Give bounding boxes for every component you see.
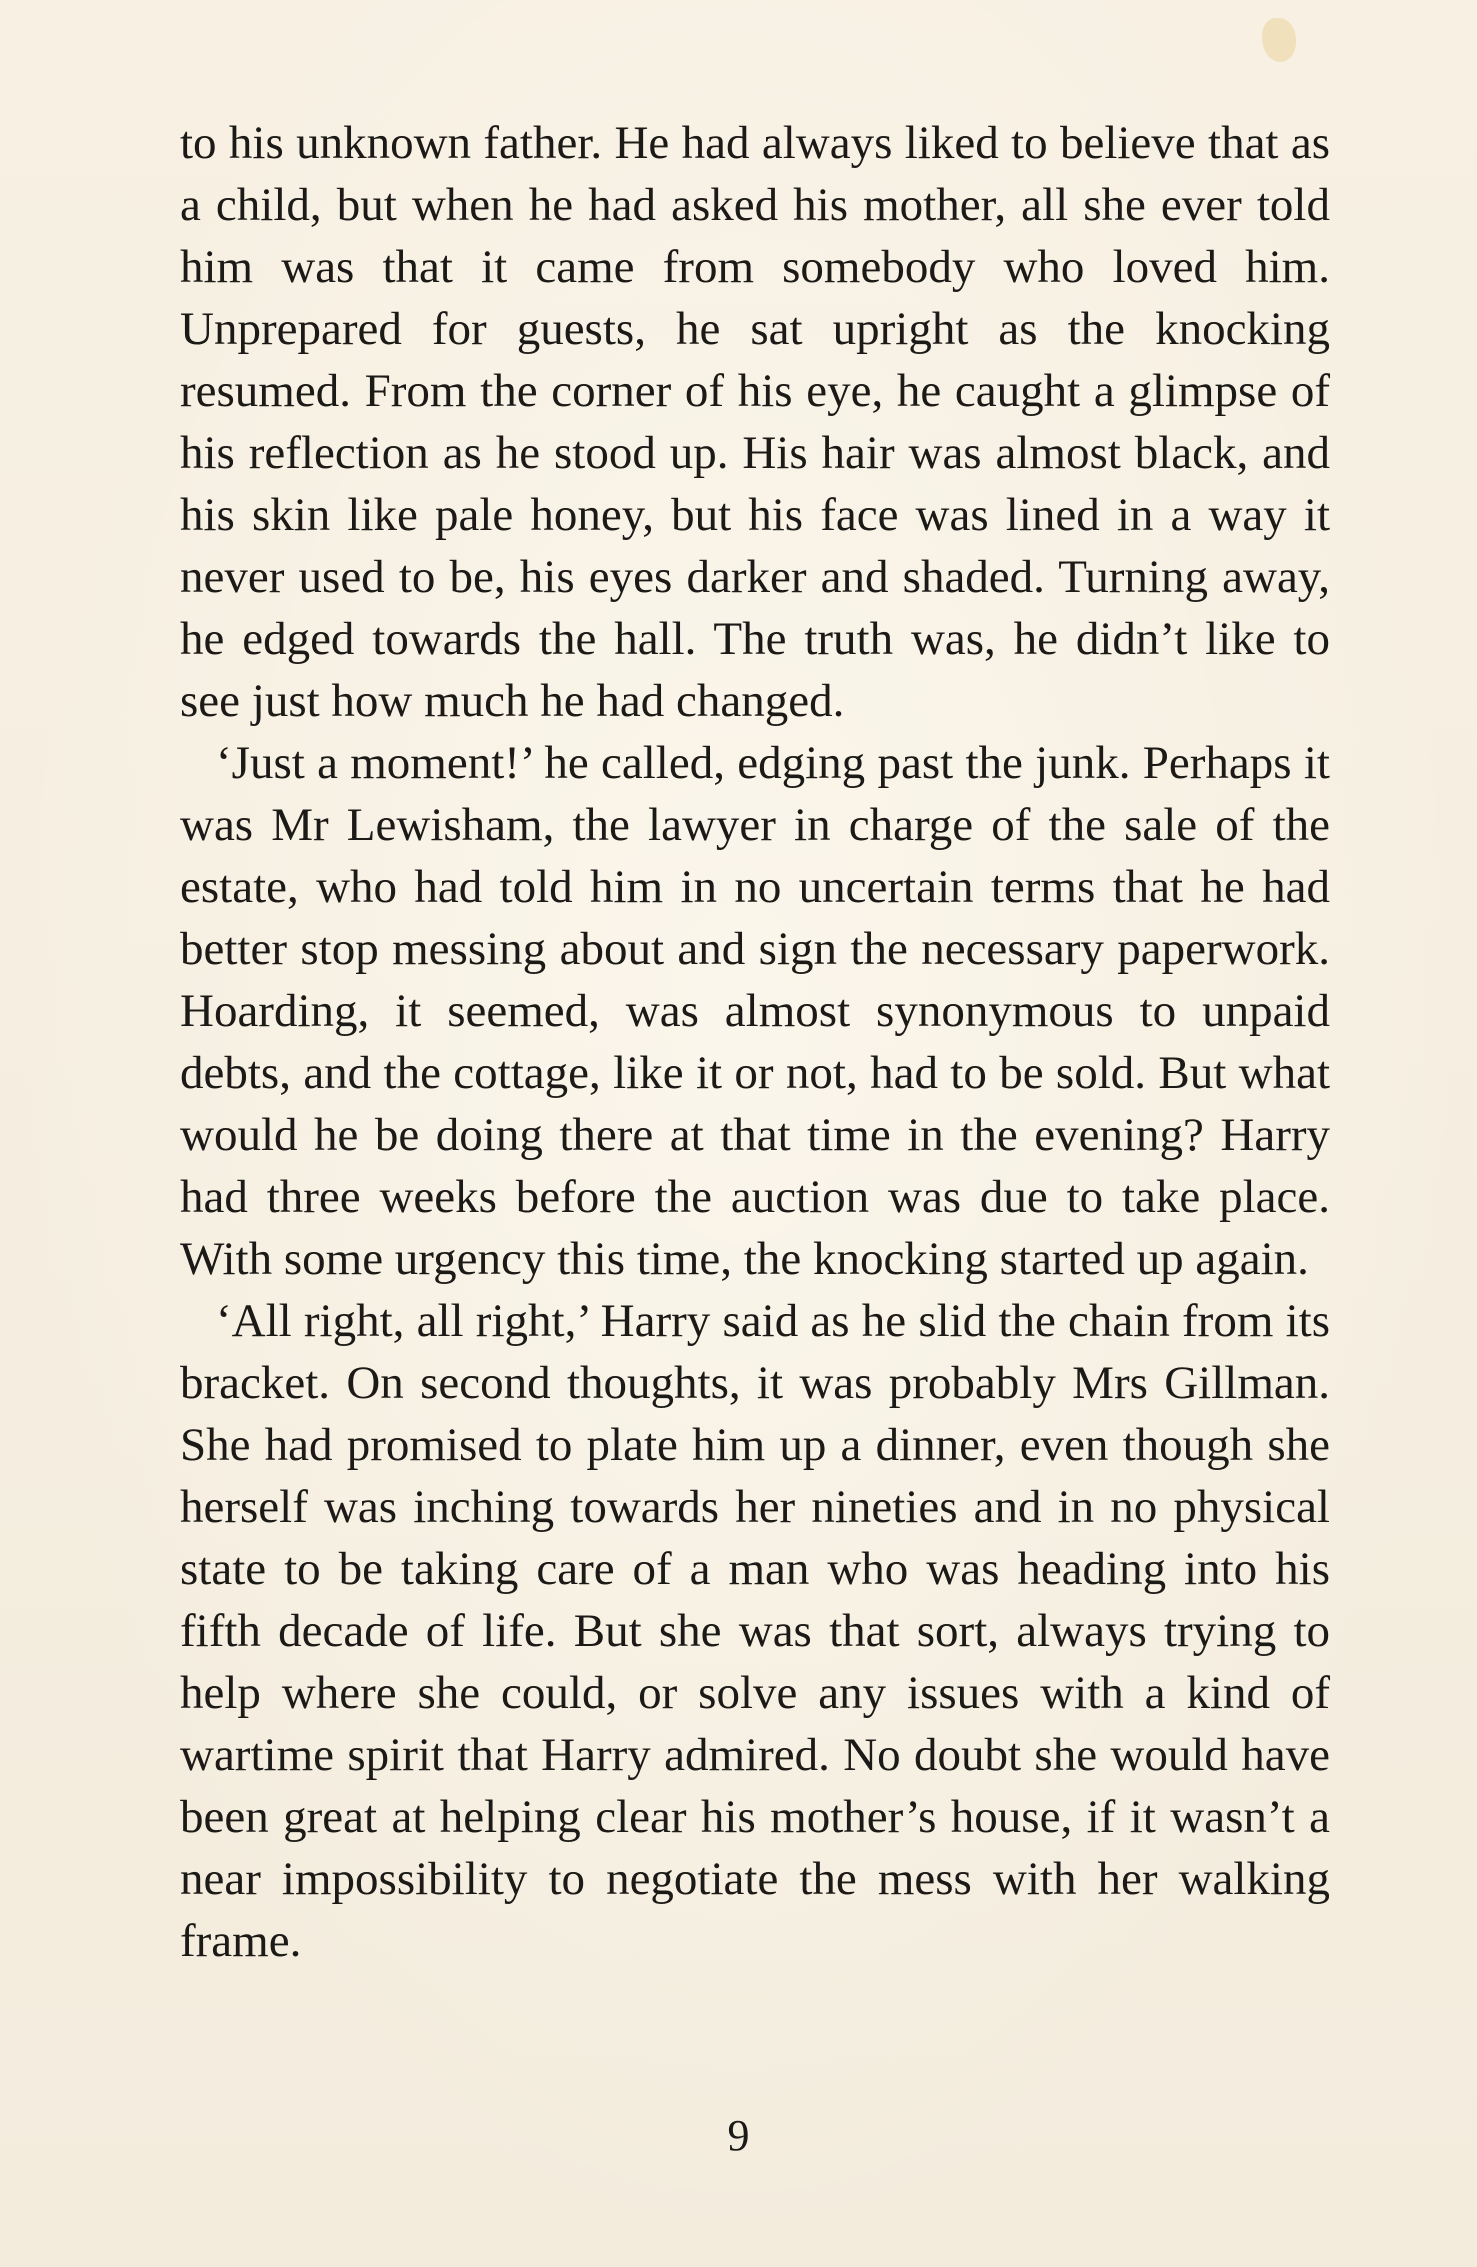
page-number: 9 <box>727 2111 750 2160</box>
paragraph: to his unknown father. He had always liked to believe that as a child, but when he had asked his mother, all she ever told him was that it came from somebody who loved him. Unprepared for guests, he sat upright as the knocking resumed. From the corner of his eye, he caught a glimpse of his reflection as he stood up. His hair was almost black, and his skin like pale honey, but his face was lined in a way it never used to be, his eyes darker and shaded. Turning away, he edged towards the hall. The truth was, he didn’t like to see just how much he had changed. <box>180 117 1330 727</box>
paragraph: ‘All right, all right,’ Harry said as he slid the chain from its bracket. On second thoughts, it was probably Mrs Gillman. She had promised to plate him up a dinner, even though she herself was inching towards her nineties and in no physical state to be taking care of a man who was heading into his fifth decade of life. But she was that sort, always trying to help where she could, or solve any issues with a kind of wartime spirit that Harry admired. No doubt she would have been great at helping clear his mother’s house, if it wasn’t a near impossibility to negotiate the mess with her walking frame. <box>180 1295 1330 1967</box>
body-text <box>180 112 1330 1972</box>
paper-stain <box>1262 18 1296 62</box>
paragraph: ‘Just a moment!’ he called, edging past the junk. Perhaps it was Mr Lewisham, the lawyer in charge of the sale of the estate, who had told him in no uncertain terms that he had better stop messing about and sign the necessary paperwork. Hoarding, it seemed, was almost synonymous to unpaid debts, and the cottage, like it or not, had to be sold. But what would he be doing there at that time in the evening? Harry had three weeks before the auction was due to take place. With some urgency this time, the knocking started up again. <box>180 737 1330 1285</box>
